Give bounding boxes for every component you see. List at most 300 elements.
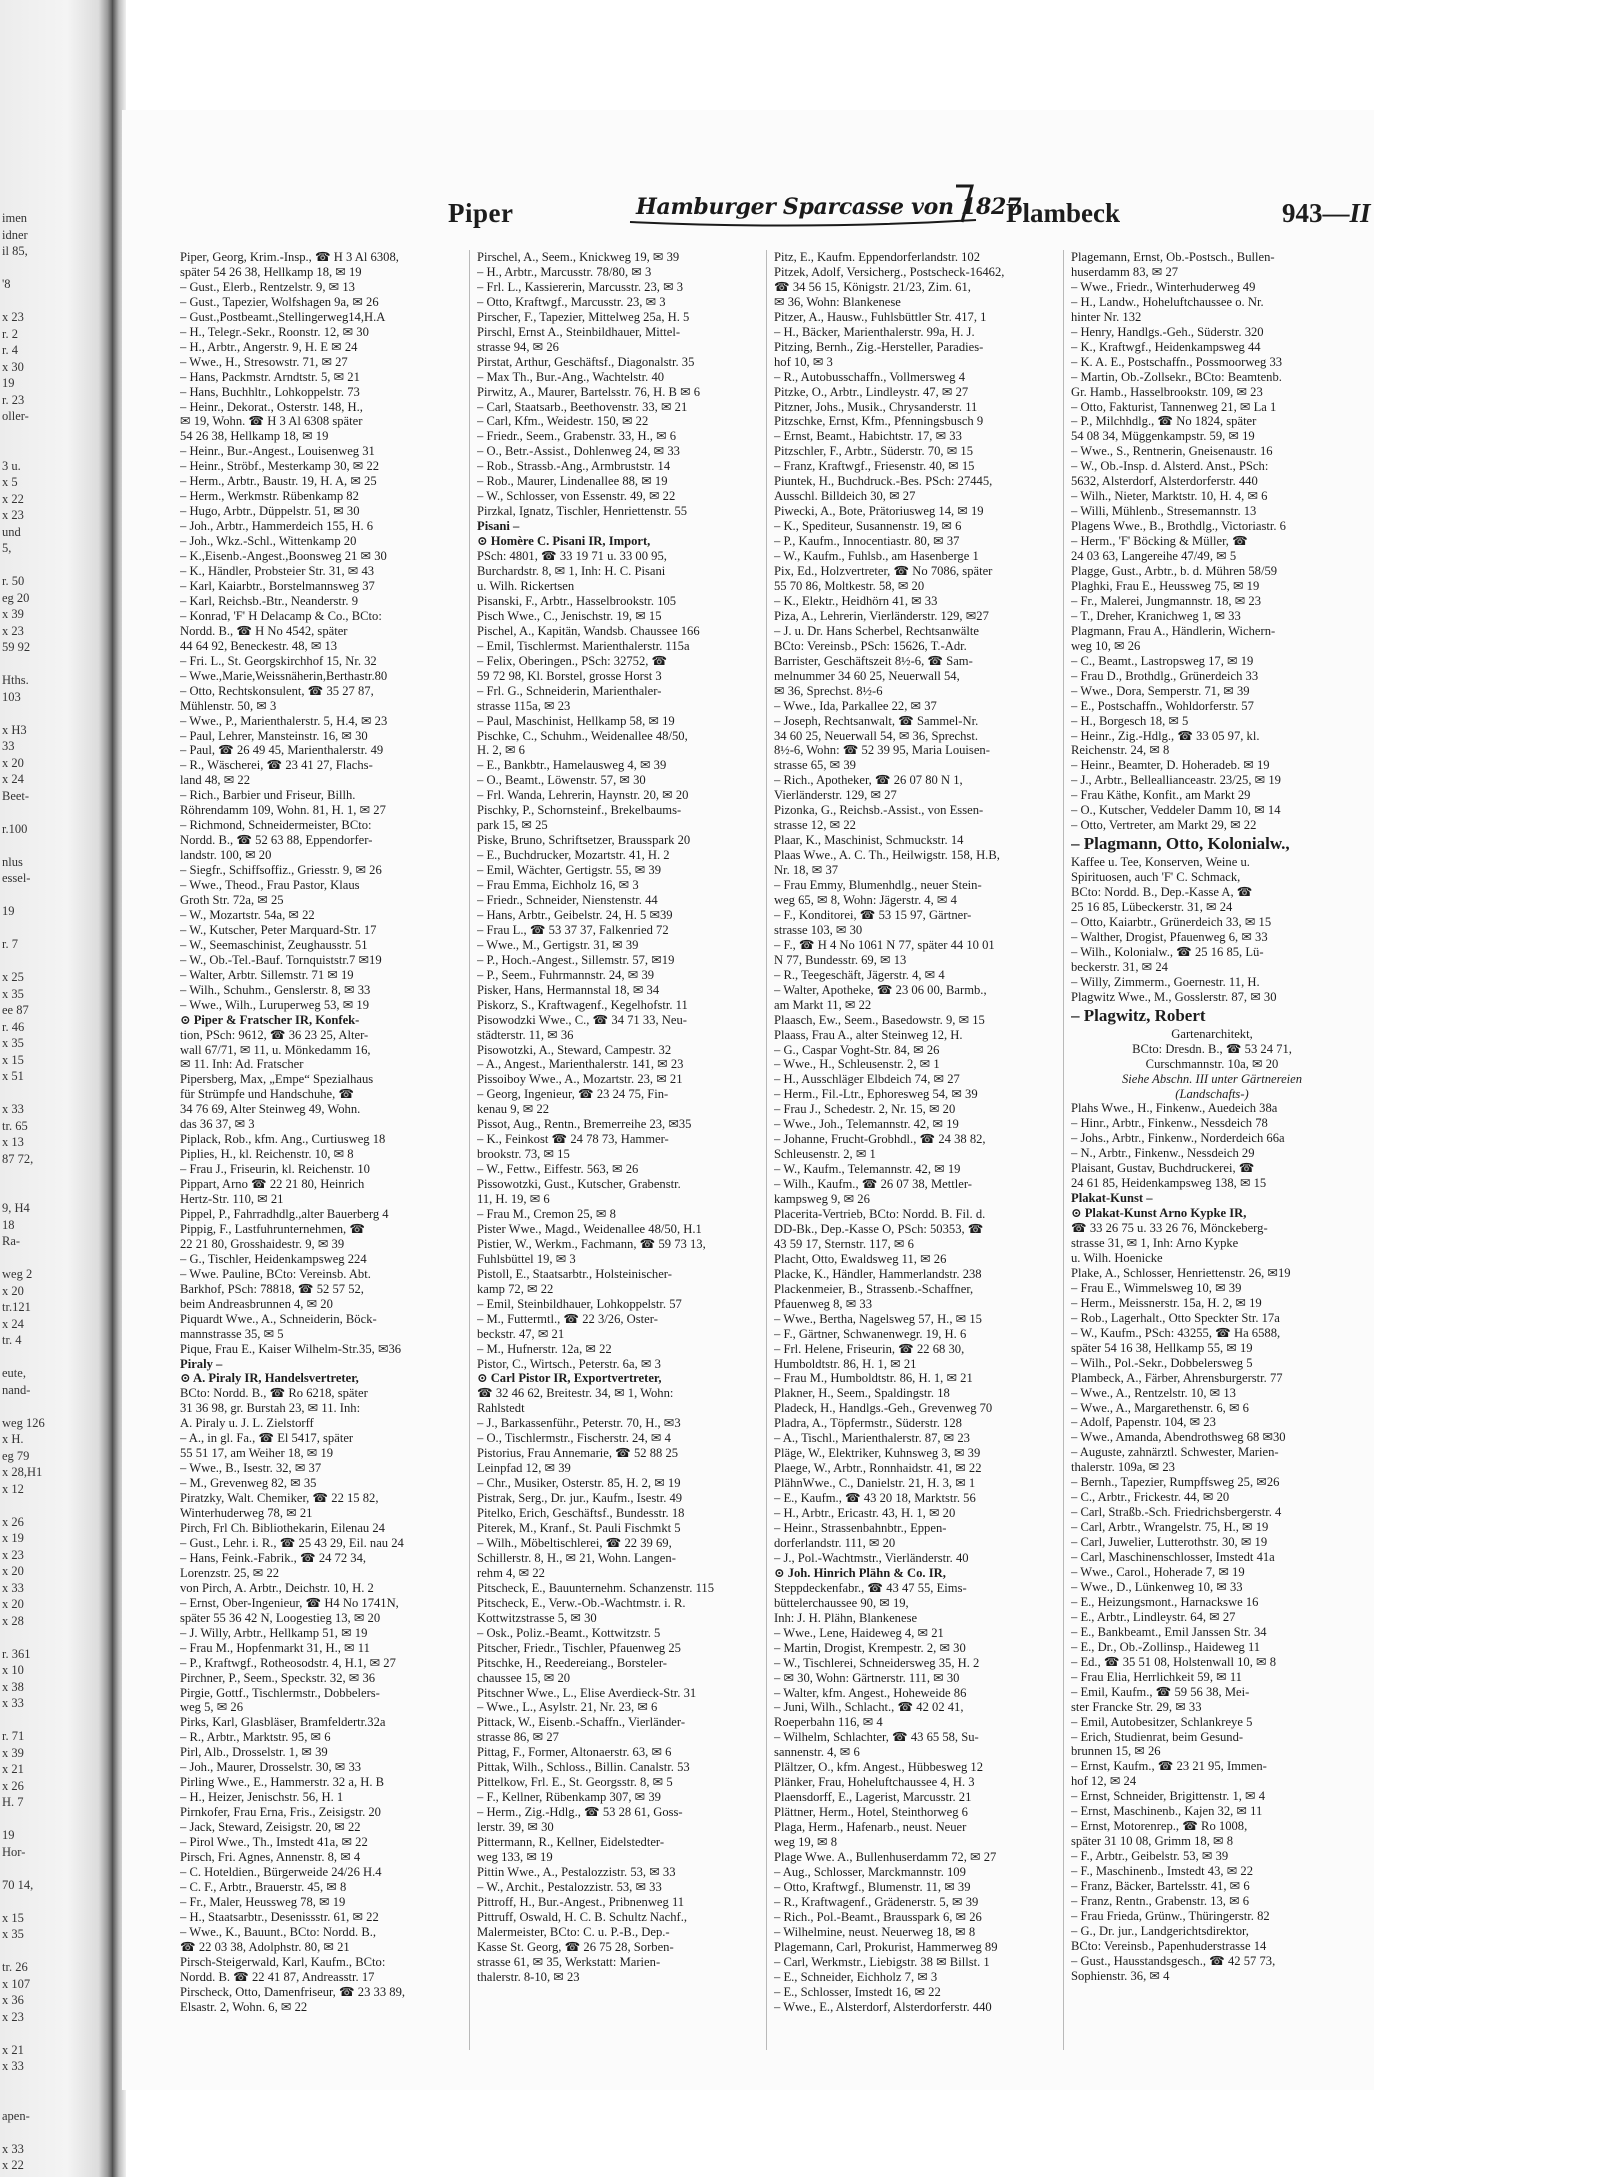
directory-entry-line: Pitscheck, E., Verw.-Ob.-Wachtmstr. i. R. <box>477 1595 686 1610</box>
directory-entry-line: lerstr. 39, ✉ 30 <box>477 1820 554 1835</box>
directory-entry-line: 54 08 34, Müggenkampstr. 59, ✉ 19 <box>1071 429 1255 444</box>
directory-entry-line: Plältzer, O., kfm. Angest., Hübbesweg 12 <box>774 1760 984 1775</box>
directory-entry-line: Plaege, W., Arbtr., Ronnhaidstr. 41, ✉ 22 <box>774 1461 982 1476</box>
directory-entry-line: tion, PSch: 9612, ☎ 36 23 25, Alter- <box>180 1027 369 1042</box>
gutter-line: r. 4 <box>2 343 18 357</box>
gutter-line: r. 361 <box>2 1646 31 1661</box>
directory-entry-line: – Herm., 'F' Böcking & Müller, ☎ <box>1071 534 1248 549</box>
directory-entry-line: – Wwe.,Marie,Weissnäherin,Berthastr.80 <box>180 668 388 683</box>
gutter-line: idner <box>2 227 28 242</box>
directory-entry-line: Pirschel, A., Seem., Knickweg 19, ✉ 39 <box>477 250 680 264</box>
gutter-line <box>2 2091 82 2108</box>
directory-entry-line: Pisch Wwe., C., Jenischstr. 19, ✉ 15 <box>477 608 662 623</box>
directory-entry-line: thalerstr. 8-10, ✉ 23 <box>477 1969 580 1984</box>
directory-entry-line: Pitzschke, Ernst, Kfm., Pfenningsbusch 9 <box>774 414 984 429</box>
directory-entry-line: – R., Autobusschaffn., Vollmersweg 4 <box>774 369 966 384</box>
directory-entry-line: – J., Pol.-Wachtmstr., Vierländerstr. 40 <box>774 1550 969 1565</box>
directory-entry-line: – W., Seemaschinist, Zeughausstr. 51 <box>180 937 368 952</box>
directory-entry-line: 34 60 25, Neuerwall 54, ✉ 36, Sprechst. <box>774 728 978 743</box>
directory-entry-line: Plagemann, Ernst, Ob.-Postsch., Bullen- <box>1071 250 1275 264</box>
gutter-line: x 26 <box>2 1514 24 1529</box>
directory-entry-line: Schillerstr. 8, H., ✉ 21, Wohn. Langen- <box>477 1550 676 1565</box>
directory-entry-line: u. Wilh. Hoenicke <box>1071 1251 1163 1265</box>
directory-entry-line: – Paul, Lehrer, Mansteinstr. 16, ✉ 30 <box>180 728 368 743</box>
directory-entry-line: – Wwe., Wilh., Luruperweg 53, ✉ 19 <box>180 997 370 1012</box>
directory-entry-line: – Joh., Maurer, Drosselstr. 30, ✉ 33 <box>180 1760 362 1775</box>
directory-entry-line: Pissoiboy Wwe., A., Mozartstr. 23, ✉ 21 <box>477 1072 683 1087</box>
directory-entry-line: – H., Arbtr., Marcusstr. 78/80, ✉ 3 <box>477 264 652 279</box>
directory-entry-line: – Wilh., Möbeltischlerei, ☎ 22 39 69, <box>477 1535 672 1550</box>
directory-entry-line: – Herm., Zig.-Hdlg., ☎ 53 28 61, Goss- <box>477 1805 683 1820</box>
directory-entry-line: Pistier, W., Werkm., Fachmann, ☎ 59 73 13, <box>477 1236 706 1251</box>
directory-entry-line: strasse 94, ✉ 26 <box>477 339 559 354</box>
directory-entry-line: Piplack, Rob., kfm. Ang., Curtiusweg 18 <box>180 1132 386 1147</box>
directory-entry-line: 5632, Alsterdorf, Alsterdorferstr. 440 <box>1071 474 1258 489</box>
directory-entry-line: Pitscher, Friedr., Tischler, Pfauenweg 25 <box>477 1640 681 1655</box>
directory-entry-line: BCto: Vereinsb., Papenhuderstrasse 14 <box>1071 1938 1267 1953</box>
directory-entry-line: – Felix, Oberingen., PSch: 32752, ☎ <box>477 653 668 668</box>
directory-entry-line: Pister Wwe., Magd., Weidenallee 48/50, H.1 <box>477 1221 702 1236</box>
directory-entry-line: – Wwe., S., Rentnerin, Gneisenaustr. 16 <box>1071 444 1273 459</box>
directory-entry-line: – Friedr., Schneider, Nienstenstr. 44 <box>477 892 658 907</box>
directory-entry-line: – H., Heizer, Jenischstr. 56, H. 1 <box>180 1790 344 1805</box>
directory-entry-line: für Strümpfe und Handschuhe, ☎ <box>180 1087 355 1102</box>
directory-entry-line: – Erich, Studienrat, beim Gesund- <box>1071 1729 1244 1744</box>
directory-entry-line: – F., Konditorei, ☎ 53 15 97, Gärtner- <box>774 907 972 922</box>
gutter-line <box>2 2075 82 2092</box>
directory-entry-line: – Fr., Malerei, Jungmannstr. 18, ✉ 23 <box>1071 593 1262 608</box>
directory-entry-line: – Wwe., Carol., Hoherade 7, ✉ 19 <box>1071 1565 1245 1580</box>
directory-entry-line: – A., in gl. Fa., ☎ El 5417, später <box>180 1431 354 1446</box>
gutter-line: apen- <box>2 2108 30 2123</box>
directory-entry-line: melnummer 34 60 25, Neuerwall 54, <box>774 668 960 683</box>
gutter-line: x 51 <box>2 1069 24 1083</box>
directory-entry-line: Pirschl, Ernst A., Steinbildhauer, Mittel- <box>477 324 681 339</box>
directory-entry-line: – P., Seem., Fuhrmannstr. 24, ✉ 39 <box>477 967 655 982</box>
directory-entry-line: 22 21 80, Grosshaidestr. 9, ✉ 39 <box>180 1236 345 1251</box>
directory-entry-line: – J., Arbtr., Belleallianceastr. 23/25, ✉ 19 <box>1071 773 1281 788</box>
directory-entry-line: – W., Ob.-Insp. d. Alsterd. Anst., PSch: <box>1071 459 1269 474</box>
column-divider <box>766 250 767 2050</box>
gutter-line: x 36 <box>2 1993 24 2007</box>
directory-entry-line: – P., Milchhdlg., ☎ No 1824, später <box>1071 414 1257 429</box>
directory-entry-line: – Frau M., Humboldtstr. 86, H. 1, ✉ 21 <box>774 1371 973 1386</box>
directory-entry-line: Plaensdorff, E., Lagerist, Marcusstr. 21 <box>774 1790 972 1805</box>
directory-entry-line: ✉ 11. Inh: Ad. Fratscher <box>180 1057 304 1072</box>
directory-entry-line: – Paul, Maschinist, Hellkamp 58, ✉ 19 <box>477 713 675 728</box>
directory-entry-line: – O., Beamt., Löwenstr. 57, ✉ 30 <box>477 773 646 788</box>
directory-entry-line: Piper, Georg, Krim.-Insp., ☎ H 3 Al 6308, <box>180 250 399 264</box>
directory-entry-line: später 54 16 38, Hellkamp 55, ✉ 19 <box>1071 1340 1253 1355</box>
directory-entry-line: strasse 61, ✉ 35, Werkstatt: Marien- <box>477 1954 661 1969</box>
directory-entry-line: – Heinr., Bur.-Angest., Louisenweg 31 <box>180 444 375 459</box>
directory-entry-line: Gr. Hamb., Hasselbrookstr. 109, ✉ 23 <box>1071 384 1263 399</box>
directory-entry-line: – H., Borgesch 18, ✉ 5 <box>1071 713 1189 728</box>
directory-entry-line: 24 03 63, Langereihe 47/49, ✉ 5 <box>1071 549 1237 564</box>
gutter-line: 5, <box>2 541 12 555</box>
directory-entry-line: – ✉ 30, Wohn: Gärtnerstr. 111, ✉ 30 <box>774 1670 960 1685</box>
directory-entry-line: – Wilhelm, Schlachter, ☎ 43 65 58, Su- <box>774 1730 979 1745</box>
directory-entry-line: – K., Kraftwgf., Heidenkampsweg 44 <box>1071 339 1261 354</box>
gutter-line <box>2 705 82 722</box>
directory-entry-line: – Franz, Kraftwgf., Friesenstr. 40, ✉ 15 <box>774 459 975 474</box>
directory-entry-line: 25 16 85, Lübeckerstr. 31, ✉ 24 <box>1071 900 1233 915</box>
directory-entry-line: – E., Schneider, Eichholz 7, ✉ 3 <box>774 1969 938 1984</box>
directory-entry-line: thalerstr. 109a, ✉ 23 <box>1071 1460 1175 1475</box>
directory-entry-line: ⊙ Homère C. Pisani IR, Import, <box>477 534 651 549</box>
directory-entry-line: strasse 31, ✉ 1, Inh: Arno Kypke <box>1071 1236 1239 1251</box>
directory-entry-line: – Wwe., Amanda, Abendrothsweg 68 ✉30 <box>1071 1430 1286 1445</box>
directory-entry-line: Pitz, E., Kaufm. Eppendorferlandstr. 102 <box>774 250 981 264</box>
directory-entry-line: – Wwe., D., Lünkenweg 10, ✉ 33 <box>1071 1579 1243 1594</box>
wordmark-text: Hamburger Sparcasse von 1827 <box>636 194 1022 220</box>
directory-entry-line: – Gust.,Postbeamt.,Stellingerweg14,H.A <box>180 309 386 324</box>
directory-entry-line: Pitscheck, E., Bauunternehm. Schanzenstr. 115 <box>477 1580 715 1595</box>
directory-entry-line: – Hans, Packmstr. Arndtstr. 5, ✉ 21 <box>180 369 360 384</box>
directory-entry-line: – W., Schlosser, von Essenstr. 49, ✉ 22 <box>477 489 676 504</box>
directory-entry-line: – E., Dr., Ob.-Zollinsp., Haideweg 11 <box>1071 1639 1261 1654</box>
directory-entry-line: – Carl, Staatsarb., Beethovenstr. 33, ✉ 21 <box>477 399 688 414</box>
directory-entry-line: hof 12, ✉ 24 <box>1071 1774 1137 1789</box>
directory-entry-line: – Frau J., Schedestr. 2, Nr. 15, ✉ 20 <box>774 1102 956 1117</box>
directory-entry-line: später 31 10 08, Grimm 18, ✉ 8 <box>1071 1834 1234 1849</box>
directory-entry-line: – Wilh., Nieter, Marktstr. 10, H. 4, ✉ 6 <box>1071 489 1268 504</box>
directory-entry-line: Steppdeckenfabr., ☎ 43 47 55, Eims- <box>774 1580 967 1595</box>
directory-entry-line: Pippel, P., Fahrradhdlg.,alter Bauerberg 4 <box>180 1207 389 1221</box>
directory-entry-line: – Joh., Wkz.-Schl., Wittenkamp 20 <box>180 534 357 549</box>
directory-entry-line: – E., Schlosser, Imstedt 16, ✉ 22 <box>774 1984 941 1999</box>
directory-entry-line: Pirks, Karl, Glasbläser, Bramfeldertr.32a <box>180 1715 386 1730</box>
directory-entry-line: – Johs., Arbtr., Finkenw., Norderdeich 66a <box>1071 1131 1285 1146</box>
directory-entry-line: Pisani – <box>477 519 520 534</box>
gutter-line: x 28 <box>2 1613 24 1628</box>
directory-entry-line: beim Andreasbrunnen 4, ✉ 20 <box>180 1296 333 1311</box>
gutter-line: x 10 <box>2 1663 24 1677</box>
directory-entry-line: Plaisant, Gustav, Buchdruckerei, ☎ <box>1071 1161 1255 1176</box>
gutter-line: 33 <box>2 739 15 753</box>
directory-entry-line: Pischel, A., Kapitän, Wandsb. Chaussee 166 <box>477 623 700 638</box>
directory-entry-line: Piske, Bruno, Schriftsetzer, Brausspark 20 <box>477 833 691 848</box>
directory-entry-line: Plagemann, Carl, Prokurist, Hammerweg 89 <box>774 1939 998 1954</box>
gutter-line <box>2 953 82 970</box>
directory-entry-line: Nr. 18, ✉ 37 <box>774 863 839 878</box>
directory-entry-line: Piratzky, Walt. Chemiker, ☎ 22 15 82, <box>180 1491 379 1506</box>
directory-entry-line: – F., ☎ H 4 No 1061 N 77, später 44 10 01 <box>774 937 995 952</box>
directory-entry-line: – Wwe., Lene, Haideweg 4, ✉ 21 <box>774 1625 944 1640</box>
gutter-line: x 33 <box>2 1102 24 1116</box>
gutter-line <box>2 1349 82 1366</box>
directory-entry-line: – Frl. L., Kassiererin, Marcusstr. 23, ✉ 3 <box>477 279 684 294</box>
gutter-line: tr. 26 <box>2 1960 28 1974</box>
directory-entry-line: Plaar, K., Maschinist, Schmuckstr. 14 <box>774 833 964 848</box>
column-3 <box>774 250 1056 2060</box>
directory-entry-line: – Hans, Buchhltr., Lohkoppelstr. 73 <box>180 384 360 399</box>
directory-entry-line: kenau 9, ✉ 22 <box>477 1102 550 1117</box>
gutter-line: H. 7 <box>2 1795 24 1809</box>
gutter-line: tr. 65 <box>2 1118 28 1133</box>
directory-entry-line: Pittelkow, Frl. E., St. Georgsstr. 8, ✉ 5 <box>477 1775 673 1790</box>
directory-entry-line: – C., Beamt., Lastropsweg 17, ✉ 19 <box>1071 653 1254 668</box>
directory-entry-line: – P., Kraftwgf., Rotheosodstr. 4, H.1, ✉ 27 <box>180 1655 396 1670</box>
gutter-line: 3 u. <box>2 458 21 473</box>
directory-entry-line: – Wwe., Bertha, Nagelsweg 57, H., ✉ 15 <box>774 1311 982 1326</box>
directory-entry-line: – Auguste, zahnärztl. Schwester, Marien- <box>1071 1445 1279 1460</box>
bank-wordmark-logo <box>626 180 1022 230</box>
directory-entry-line: – Rob., Strassb.-Ang., Armbruststr. 14 <box>477 459 671 474</box>
directory-entry-line: – Heinr., Strassenbahnbtr., Eppen- <box>774 1521 947 1536</box>
directory-entry-line: Inh: J. H. Plähn, Blankenese <box>774 1610 918 1625</box>
gutter-line: x 35 <box>2 1927 24 1941</box>
directory-entry-line: Pläge, W., Elektriker, Kuhnsweg 3, ✉ 39 <box>774 1446 981 1461</box>
gutter-line <box>2 441 82 458</box>
directory-entry-line: – R., Teegeschäft, Jägerstr. 4, ✉ 4 <box>774 967 945 982</box>
gutter-line: r. 23 <box>2 392 25 407</box>
header-first-entry: Piper <box>448 198 514 228</box>
directory-entry-line: strasse 65, ✉ 39 <box>774 758 856 773</box>
directory-entry-line: Plahs Wwe., H., Finkenw., Auedeich 38a <box>1071 1101 1278 1116</box>
directory-entry-line: – Emil, Autobesitzer, Schlankreye 5 <box>1071 1714 1253 1729</box>
gutter-line: x 20 <box>2 755 24 770</box>
gutter-line: r. 71 <box>2 1729 25 1743</box>
gutter-line <box>2 1893 82 1910</box>
directory-entry-line: – Heinr., Ströbf., Mesterkamp 30, ✉ 22 <box>180 459 380 474</box>
directory-entry-line: – Carl, Arbtr., Wrangelstr. 75, H., ✉ 19 <box>1071 1520 1269 1535</box>
directory-entry-line: – Gust., Hausstandsgesch., ☎ 42 57 73, <box>1071 1953 1276 1968</box>
directory-entry-line: u. Wilh. Rickertsen <box>477 578 575 593</box>
directory-entry-line: von Pirch, A. Arbtr., Deichstr. 10, H. 2 <box>180 1580 374 1595</box>
directory-entry-line: – Wwe., B., Isestr. 32, ✉ 37 <box>180 1461 322 1476</box>
directory-entry-line: Mühlenstr. 50, ✉ 3 <box>180 698 277 713</box>
directory-entry-line: das 36 37, ✉ 3 <box>180 1117 255 1132</box>
directory-entry-line: Pittak, Wilh., Schloss., Billin. Canalstr. 53 <box>477 1760 690 1775</box>
gutter-line: weg 2 <box>2 1267 33 1281</box>
column-1 <box>180 250 462 2060</box>
directory-entry-line: Malermeister, BCto: C. u. P.-B., Dep.- <box>477 1924 670 1939</box>
gutter-line <box>2 1811 82 1828</box>
directory-entry-line: Pitschner Wwe., L., Elise Averdieck-Str. 31 <box>477 1685 697 1700</box>
directory-entry-line: Kaffee u. Tee, Konserven, Weine u. <box>1071 855 1250 870</box>
directory-entry-line: – Karl, Kaiarbtr., Borstelmannsweg 37 <box>180 578 375 593</box>
directory-entry-line: – Bernh., Tapezier, Rumpffsweg 25, ✉26 <box>1071 1475 1280 1490</box>
directory-entry-line: – H., Staatsarbtr., Desenissstr. 61, ✉ 22 <box>180 1909 379 1924</box>
directory-entry-line: Ausschl. Billdeich 30, ✉ 27 <box>774 489 916 504</box>
gutter-line: x 39 <box>2 607 24 621</box>
directory-entry-line: Kottwitzstrasse 5, ✉ 30 <box>477 1610 597 1625</box>
directory-entry-line: ⊙ Carl Pistor IR, Exportvertreter, <box>477 1371 662 1386</box>
gutter-line: x 23 <box>2 508 24 522</box>
directory-entry-line: – Wwe., P., Marienthalerstr. 5, H.4, ✉ 23 <box>180 713 388 728</box>
directory-entry-line: – W., Ob.-Tel.-Bauf. Tornquiststr.7 ✉19 <box>180 952 382 967</box>
directory-entry-line: Nordd. B., ☎ 52 63 88, Eppendorfer- <box>180 833 373 848</box>
directory-entry-line: – Martin, Ob.-Zollsekr., BCto: Beamtenb. <box>1071 369 1282 384</box>
gutter-line <box>2 425 82 442</box>
directory-entry-line: Pfauenweg 8, ✉ 33 <box>774 1296 872 1311</box>
gutter-line: x 107 <box>2 1976 31 1991</box>
directory-entry-line: 31 36 98, gr. Burstah 23, ✉ 11. Inh: <box>180 1401 361 1416</box>
directory-entry-line: ⊙ Piper & Fratscher IR, Konfek- <box>180 1012 360 1027</box>
directory-entry-line: Gartenarchitekt, <box>1171 1026 1253 1041</box>
directory-entry-line: – Wwe., Dora, Semperstr. 71, ✉ 39 <box>1071 683 1250 698</box>
directory-entry-line: – Rob., Maurer, Lindenallee 88, ✉ 19 <box>477 474 668 489</box>
directory-entry-line: Groth Str. 72a, ✉ 25 <box>180 892 284 907</box>
directory-entry-line: – Gust., Tapezier, Wolfshagen 9a, ✉ 26 <box>180 294 379 309</box>
directory-entry-line: – C., Arbtr., Frickestr. 44, ✉ 20 <box>1071 1490 1230 1505</box>
directory-entry-line: – Henry, Handlgs.-Geh., Süderstr. 320 <box>1071 324 1264 339</box>
gutter-line: r. 7 <box>2 937 18 951</box>
directory-entry-line: später 54 26 38, Hellkamp 18, ✉ 19 <box>180 264 362 279</box>
directory-entry-line: – Ernst, Maschinenb., Kajen 32, ✉ 11 <box>1071 1804 1263 1819</box>
directory-entry-line: – F., Arbtr., Geibelstr. 53, ✉ 39 <box>1071 1849 1229 1864</box>
directory-entry-line: Lorenzstr. 25, ✉ 22 <box>180 1565 280 1580</box>
directory-entry-line: – K., Feinkost ☎ 24 78 73, Hammer- <box>477 1132 669 1147</box>
directory-entry-line: Vierländerstr. 129, ✉ 27 <box>774 788 897 803</box>
gutter-line: x 20 <box>2 1564 24 1578</box>
directory-entry-line: weg 5, ✉ 26 <box>180 1700 244 1715</box>
directory-entry-line: Pisowodzki Wwe., C., ☎ 34 71 33, Neu- <box>477 1012 687 1027</box>
directory-entry-line: – E., Kaufm., ☎ 43 20 18, Marktstr. 56 <box>774 1491 976 1506</box>
directory-entry-line: Pistoll, E., Staatsarbtr., Holsteinischer- <box>477 1266 672 1281</box>
directory-entry-line: Plage Wwe. A., Bullenhuserdamm 72, ✉ 27 <box>774 1849 997 1864</box>
directory-entry-line: – Ernst, Motorenrep., ☎ Ro 1008, <box>1071 1819 1248 1834</box>
directory-entry-line: später 55 36 42 N, Loogestieg 13, ✉ 20 <box>180 1610 381 1625</box>
directory-entry-line: – Max Th., Bur.-Ang., Wachtelstr. 40 <box>477 369 665 384</box>
directory-entry-line: Reichenstr. 24, ✉ 8 <box>1071 743 1170 758</box>
directory-entry-line: strasse 86, ✉ 27 <box>477 1730 559 1745</box>
gutter-line <box>2 1497 82 1514</box>
directory-entry-line: Pitzschler, F., Arbtr., Süderstr. 70, ✉ 15 <box>774 444 973 459</box>
directory-entry-line: ⊙ Joh. Hinrich Plähn & Co. IR, <box>774 1565 946 1580</box>
directory-entry-line: – E., Bankbeamt., Emil Janssen Str. 34 <box>1071 1624 1267 1639</box>
directory-entry-line: – Herm., Fil.-Ltr., Ephoresweg 54, ✉ 39 <box>774 1087 978 1102</box>
directory-entry-line: ✉ 19, Wohn. ☎ H 3 Al 6308 später <box>180 414 363 429</box>
column-divider <box>1063 250 1064 2050</box>
directory-entry-line: Plättner, Herm., Hotel, Steinthorweg 6 <box>774 1805 968 1820</box>
directory-entry-line: strasse 12, ✉ 22 <box>774 818 856 833</box>
directory-entry-line: Pippig, F., Lastfuhrunternehmen, ☎ <box>180 1221 366 1236</box>
column-divider <box>469 250 470 2050</box>
gutter-line: 19 <box>2 1828 15 1842</box>
directory-entry-line: – Emil, Wächter, Gertigstr. 55, ✉ 39 <box>477 863 661 878</box>
directory-entry-line: weg 65, ✉ 8, Wohn: Jägerstr. 4, ✉ 4 <box>774 892 957 907</box>
directory-entry-line: – W., Tischlerei, Schneidersweg 35, H. 2 <box>774 1655 980 1670</box>
directory-entry-line: Piskorz, S., Kraftwagenf., Kegelhofstr. 11 <box>477 997 688 1012</box>
gutter-line: x 35 <box>2 1036 24 1050</box>
gutter-line: tr. 4 <box>2 1333 22 1347</box>
directory-entry-line: – J. Willy, Arbtr., Hellkamp 51, ✉ 19 <box>180 1625 368 1640</box>
directory-entry-line: Pladra, A., Töpfermstr., Süderstr. 128 <box>774 1416 962 1431</box>
directory-entry-line: – E., Heizungsmont., Harnackswe 16 <box>1071 1594 1259 1609</box>
directory-entry-line: – P., Kaufm., Innocentiastr. 80, ✉ 37 <box>774 534 960 549</box>
directory-entry-line: Pitschke, H., Reedereiang., Borsteler- <box>477 1655 667 1670</box>
directory-entry-line: chaussee 15, ✉ 20 <box>477 1670 571 1685</box>
directory-entry-line: Pizonka, G., Reichsb.-Assist., von Essen- <box>774 803 984 818</box>
directory-entry-line: – Willi, Mühlenb., Stresemannstr. 13 <box>1071 504 1257 519</box>
directory-entry-line: 44 64 92, Beneckestr. 48, ✉ 13 <box>180 638 338 653</box>
gutter-line: r. 46 <box>2 1019 25 1034</box>
directory-entry-line: Pittin Wwe., A., Pestalozzistr. 53, ✉ 33 <box>477 1864 676 1879</box>
directory-entry-line: – Frl. Wanda, Lehrerin, Haynstr. 20, ✉ 20 <box>477 788 689 803</box>
gutter-line: eg 79 <box>2 1448 30 1463</box>
gutter-line: r. 2 <box>2 326 18 341</box>
directory-entry-line: Humboldtstr. 86, H. 1, ✉ 21 <box>774 1356 917 1371</box>
directory-entry-line: Elsastr. 2, Wohn. 6, ✉ 22 <box>180 1999 308 2014</box>
directory-entry-line: Pipersberg, Max, „Empe“ Spezialhaus <box>180 1072 374 1087</box>
gutter-line: x 22 <box>2 491 24 506</box>
directory-entry-line: – A., Tischl., Marienthalerstr. 87, ✉ 23 <box>774 1431 970 1446</box>
directory-entry-line: Pirsch-Steigerwald, Karl, Kaufm., BCto: <box>180 1954 386 1969</box>
directory-entry-line: – Hinr., Arbtr., Finkenw., Nessdeich 78 <box>1071 1116 1268 1131</box>
directory-entry-line: – Ernst, Kaufm., ☎ 23 21 95, Immen- <box>1071 1759 1267 1774</box>
directory-entry-line: – Emil, Kaufm., ☎ 59 56 38, Mei- <box>1071 1684 1250 1699</box>
column-4 <box>1071 250 1353 2060</box>
directory-entry-line: Spirituosen, auch 'F' C. Schmack, <box>1071 870 1241 885</box>
directory-entry-line: Pitzke, O., Arbtr., Lindleystr. 47, ✉ 27 <box>774 384 969 399</box>
gutter-line: x 39 <box>2 1745 24 1760</box>
directory-entry-line: – Wilh., Schuhm., Genslerstr. 8, ✉ 33 <box>180 982 371 997</box>
gutter-line: x 19 <box>2 1531 24 1545</box>
directory-entry-line: – Wwe., E., Alsterdorf, Alsterdorferstr. 440 <box>774 1999 992 2014</box>
directory-entry-line: Piwecki, A., Bote, Prätoriusweg 14, ✉ 19 <box>774 504 984 519</box>
directory-entry-line: – R., Kraftwagenf., Grädenerstr. 5, ✉ 39 <box>774 1894 979 1909</box>
directory-entry-line: – Frau D., Brothdlg., Grünerdeich 33 <box>1071 668 1259 683</box>
directory-entry-line: – C. F., Arbtr., Brauerstr. 45, ✉ 8 <box>180 1879 347 1894</box>
gutter-line <box>2 557 82 574</box>
directory-entry-line: Pirwitz, A., Maurer, Bartelsstr. 76, H. B ✉ 6 <box>477 384 701 399</box>
directory-entry-line: Pirsch, Fri. Agnes, Annenstr. 8, ✉ 4 <box>180 1849 361 1864</box>
gutter-line <box>2 2124 82 2141</box>
directory-entry-line: – Herm., Werkmstr. Rübenkamp 82 <box>180 489 359 504</box>
directory-entry-line: – Hugo, Arbtr., Düppelstr. 51, ✉ 30 <box>180 504 360 519</box>
directory-entry-line: – Wwe., A., Margarethenstr. 6, ✉ 6 <box>1071 1400 1249 1415</box>
directory-entry-line: – Otto, Rechtskonsulent, ☎ 35 27 87, <box>180 683 374 698</box>
directory-entry-line: – G., Caspar Voght-Str. 84, ✉ 26 <box>774 1042 940 1057</box>
directory-entry-line: Curschmannstr. 10a, ✉ 20 <box>1145 1056 1279 1071</box>
gutter-line <box>2 1712 82 1729</box>
directory-entry-line: ✉ 36, Wohn: Blankenese <box>774 294 901 309</box>
directory-entry-line: Winterhuderweg 78, ✉ 21 <box>180 1506 313 1521</box>
gutter-line: x 5 <box>2 475 18 489</box>
directory-entry-line: Pischky, P., Schornsteinf., Brekelbaums- <box>477 803 682 818</box>
directory-entry-line: ⊙ Plakat-Kunst Arno Kypke IR, <box>1071 1206 1247 1221</box>
gutter-line: x 21 <box>2 2042 24 2057</box>
directory-entry-line: Sophienstr. 36, ✉ 4 <box>1071 1968 1170 1983</box>
directory-entry-line: Piza, A., Lehrerin, Vierländerstr. 129, ✉27 <box>774 608 989 623</box>
gutter-line: oller- <box>2 409 29 423</box>
gutter-line <box>2 804 82 821</box>
gutter-line <box>2 887 82 904</box>
directory-entry-line: – M., Grevenweg 82, ✉ 35 <box>180 1476 317 1491</box>
directory-entry-line: – Hans, Feink.-Fabrik., ☎ 24 72 34, <box>180 1550 367 1565</box>
gutter-line <box>2 260 82 277</box>
directory-entry-line: Hertz-Str. 110, ✉ 21 <box>180 1192 284 1207</box>
directory-entry-line: hinter Nr. 132 <box>1071 309 1142 324</box>
directory-entry-line: – Wwe., Friedr., Winterhuderweg 49 <box>1071 279 1256 294</box>
directory-entry-line: Pissowotzki, Gust., Kutscher, Grabenstr. <box>477 1177 681 1192</box>
gutter-line <box>2 2025 82 2042</box>
directory-entry-line: – Frau Emma, Eichholz 16, ✉ 3 <box>477 878 639 893</box>
gutter-line: x 26 <box>2 1778 24 1793</box>
directory-entry-line: – Franz, Bäcker, Bartelsstr. 41, ✉ 6 <box>1071 1879 1250 1894</box>
directory-entry-line: Pisker, Hans, Hermannstal 18, ✉ 34 <box>477 982 660 997</box>
directory-entry-line: Piraly – <box>180 1356 223 1371</box>
directory-entry-line: Pladeck, H., Handlgs.-Geh., Grevenweg 70 <box>774 1401 993 1416</box>
gutter-line <box>2 920 82 937</box>
gutter-line: x 23 <box>2 2009 24 2024</box>
directory-entry-line: – K., Spediteur, Susannenstr. 19, ✉ 6 <box>774 519 962 534</box>
entry-columns <box>180 250 1356 2060</box>
gutter-line: r. 50 <box>2 574 25 588</box>
gutter-line <box>2 1629 82 1646</box>
